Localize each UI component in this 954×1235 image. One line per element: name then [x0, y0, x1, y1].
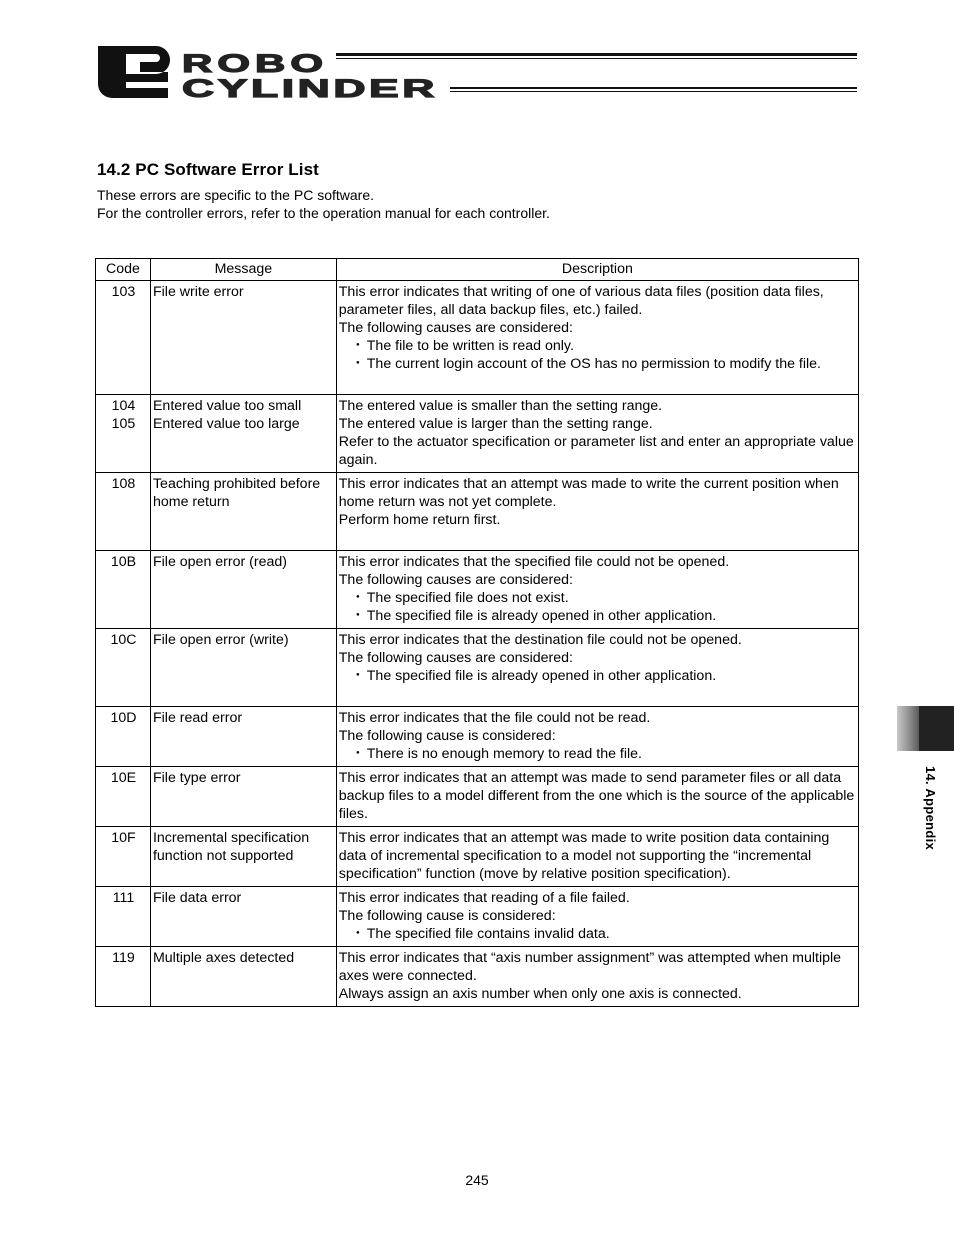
error-message: Entered value too small [152, 398, 302, 414]
error-description-cell [336, 707, 858, 767]
side-tab-marker [919, 706, 954, 751]
description-line: The following cause is considered: [338, 908, 556, 924]
rc-mark [98, 46, 170, 98]
description-line: The entered value is larger than the setting range. [338, 416, 653, 432]
bullet-dot-icon: ・ [350, 338, 365, 354]
error-message: File open error (read) [152, 554, 288, 570]
page-number: 245 [465, 1172, 489, 1188]
bullet-text: The file to be written is read only. [366, 338, 574, 354]
error-code-cell [96, 281, 151, 395]
error-message-cell [150, 887, 336, 947]
bullet-text: The specified file is already opened in other application. [366, 668, 717, 684]
error-code: 111 [112, 890, 135, 906]
header-rule-top-thick [336, 53, 857, 56]
intro-text [97, 186, 550, 222]
description-line: Always assign an axis number when only one axis is connected. [338, 986, 742, 1002]
error-message-cell [150, 395, 336, 473]
description-line: This error indicates that the specified file could not be opened. [338, 554, 730, 570]
error-code-cell [96, 473, 151, 551]
error-code-cell [96, 629, 151, 707]
header-description: Description [336, 259, 858, 281]
error-message-cell [150, 707, 336, 767]
error-code: 105 [111, 416, 136, 432]
description-line: The following causes are considered: [338, 572, 573, 588]
error-code: 119 [112, 950, 135, 966]
error-description-cell [336, 473, 858, 551]
error-code-cell [96, 395, 151, 473]
error-message: File open error (write) [152, 632, 289, 648]
error-code: 10B [110, 554, 137, 570]
intro-line-1: These errors are specific to the PC software. [97, 187, 374, 203]
side-tab-label: 14. Appendix [923, 766, 938, 851]
error-code-cell [96, 767, 151, 827]
description-line: This error indicates that writing of one of various data files (position data files, parameter files, all data backup files, etc.) failed. [338, 284, 824, 318]
table-row [96, 947, 859, 1007]
description-bullet [339, 589, 857, 607]
table-row [96, 767, 859, 827]
error-description-cell [336, 767, 858, 827]
error-message-cell [150, 827, 336, 887]
header-message: Message [150, 259, 336, 281]
description-line: This error indicates that an attempt was made to send parameter files or all data backup files to a model different from the one which is the source of the applicable files. [338, 770, 855, 822]
description-line: Perform home return first. [338, 512, 501, 528]
description-bullet [339, 607, 857, 625]
error-message-cell [150, 551, 336, 629]
table-row [96, 887, 859, 947]
bullet-text: The specified file contains invalid data. [366, 926, 610, 942]
error-message: File read error [152, 710, 243, 726]
error-message-cell [150, 767, 336, 827]
bullet-dot-icon: ・ [350, 608, 365, 624]
error-message-cell [150, 947, 336, 1007]
error-code: 10D [110, 710, 137, 726]
side-tab-gradient [897, 706, 919, 751]
description-line: The following causes are considered: [338, 320, 573, 336]
error-message: File data error [152, 890, 242, 906]
bullet-dot-icon: ・ [350, 746, 365, 762]
section-title: 14.2 PC Software Error List [97, 160, 319, 179]
logo-robo: ROBO [182, 50, 328, 78]
bullet-dot-icon: ・ [350, 668, 365, 684]
error-description-cell [336, 947, 858, 1007]
error-code-cell [96, 887, 151, 947]
error-code: 10F [111, 830, 136, 846]
table-row [96, 827, 859, 887]
bullet-text: The specified file does not exist. [366, 590, 569, 606]
bullet-text: There is no enough memory to read the file. [366, 746, 642, 762]
error-code-cell [96, 707, 151, 767]
description-line: Refer to the actuator specification or parameter list and enter an appropriate value again. [338, 434, 854, 468]
bullet-text: The specified file is already opened in other application. [366, 608, 717, 624]
error-code: 103 [111, 284, 136, 300]
error-message: Multiple axes detected [152, 950, 295, 966]
description-bullet [339, 667, 857, 685]
error-description-cell [336, 629, 858, 707]
error-message-cell [150, 473, 336, 551]
header-rule-bottom-thin [450, 91, 857, 92]
error-message: Incremental specification function not supported [152, 830, 310, 864]
error-code-cell [96, 827, 151, 887]
description-line: This error indicates that the file could not be read. [338, 710, 651, 726]
table-row [96, 629, 859, 707]
error-code: 108 [111, 476, 136, 492]
description-line: This error indicates that an attempt was made to write position data containing data of incremental specification to a model not supporting the “incremental specification” function (move by relative position specification). [338, 830, 830, 882]
error-message: Teaching prohibited before home return [152, 476, 321, 510]
table-row [96, 551, 859, 629]
description-line: The following cause is considered: [338, 728, 556, 744]
header-code: Code [96, 259, 151, 281]
header-rule-bottom-thick [450, 87, 857, 89]
table-row [96, 281, 859, 395]
description-bullet [339, 745, 857, 763]
error-message: File type error [152, 770, 241, 786]
description-line: The entered value is smaller than the setting range. [338, 398, 663, 414]
description-line: This error indicates that the destination file could not be opened. [338, 632, 742, 648]
error-code: 10E [110, 770, 137, 786]
bullet-dot-icon: ・ [350, 356, 365, 372]
error-description-cell [336, 395, 858, 473]
table-header-row [96, 259, 859, 281]
description-bullet [339, 355, 857, 373]
table-row [96, 395, 859, 473]
error-code: 10C [110, 632, 137, 648]
description-line: This error indicates that an attempt was made to write the current position when home return was not yet complete. [338, 476, 839, 510]
bullet-text: The current login account of the OS has no permission to modify the file. [366, 356, 822, 372]
description-bullet [339, 925, 857, 943]
error-description-cell [336, 827, 858, 887]
table-row [96, 473, 859, 551]
error-message: Entered value too large [152, 416, 300, 432]
error-code-cell [96, 551, 151, 629]
header-rule-top-thin [336, 58, 857, 59]
bullet-dot-icon: ・ [350, 590, 365, 606]
table-row [96, 707, 859, 767]
logo-cylinder: CYLINDER [182, 75, 438, 100]
description-line: The following causes are considered: [338, 650, 573, 666]
error-code: 104 [111, 398, 136, 414]
description-line: This error indicates that “axis number assignment” was attempted when multiple axes were connected. [338, 950, 842, 984]
error-description-cell [336, 887, 858, 947]
error-message-cell [150, 629, 336, 707]
intro-line-2: For the controller errors, refer to the operation manual for each controller. [97, 205, 550, 221]
table-body [96, 281, 859, 1007]
description-line: This error indicates that reading of a file failed. [338, 890, 630, 906]
error-code-cell [96, 947, 151, 1007]
error-description-cell [336, 551, 858, 629]
error-message-cell [150, 281, 336, 395]
description-bullet [339, 337, 857, 355]
error-message: File write error [152, 284, 244, 300]
error-table [95, 258, 859, 1007]
bullet-dot-icon: ・ [350, 926, 365, 942]
error-description-cell [336, 281, 858, 395]
